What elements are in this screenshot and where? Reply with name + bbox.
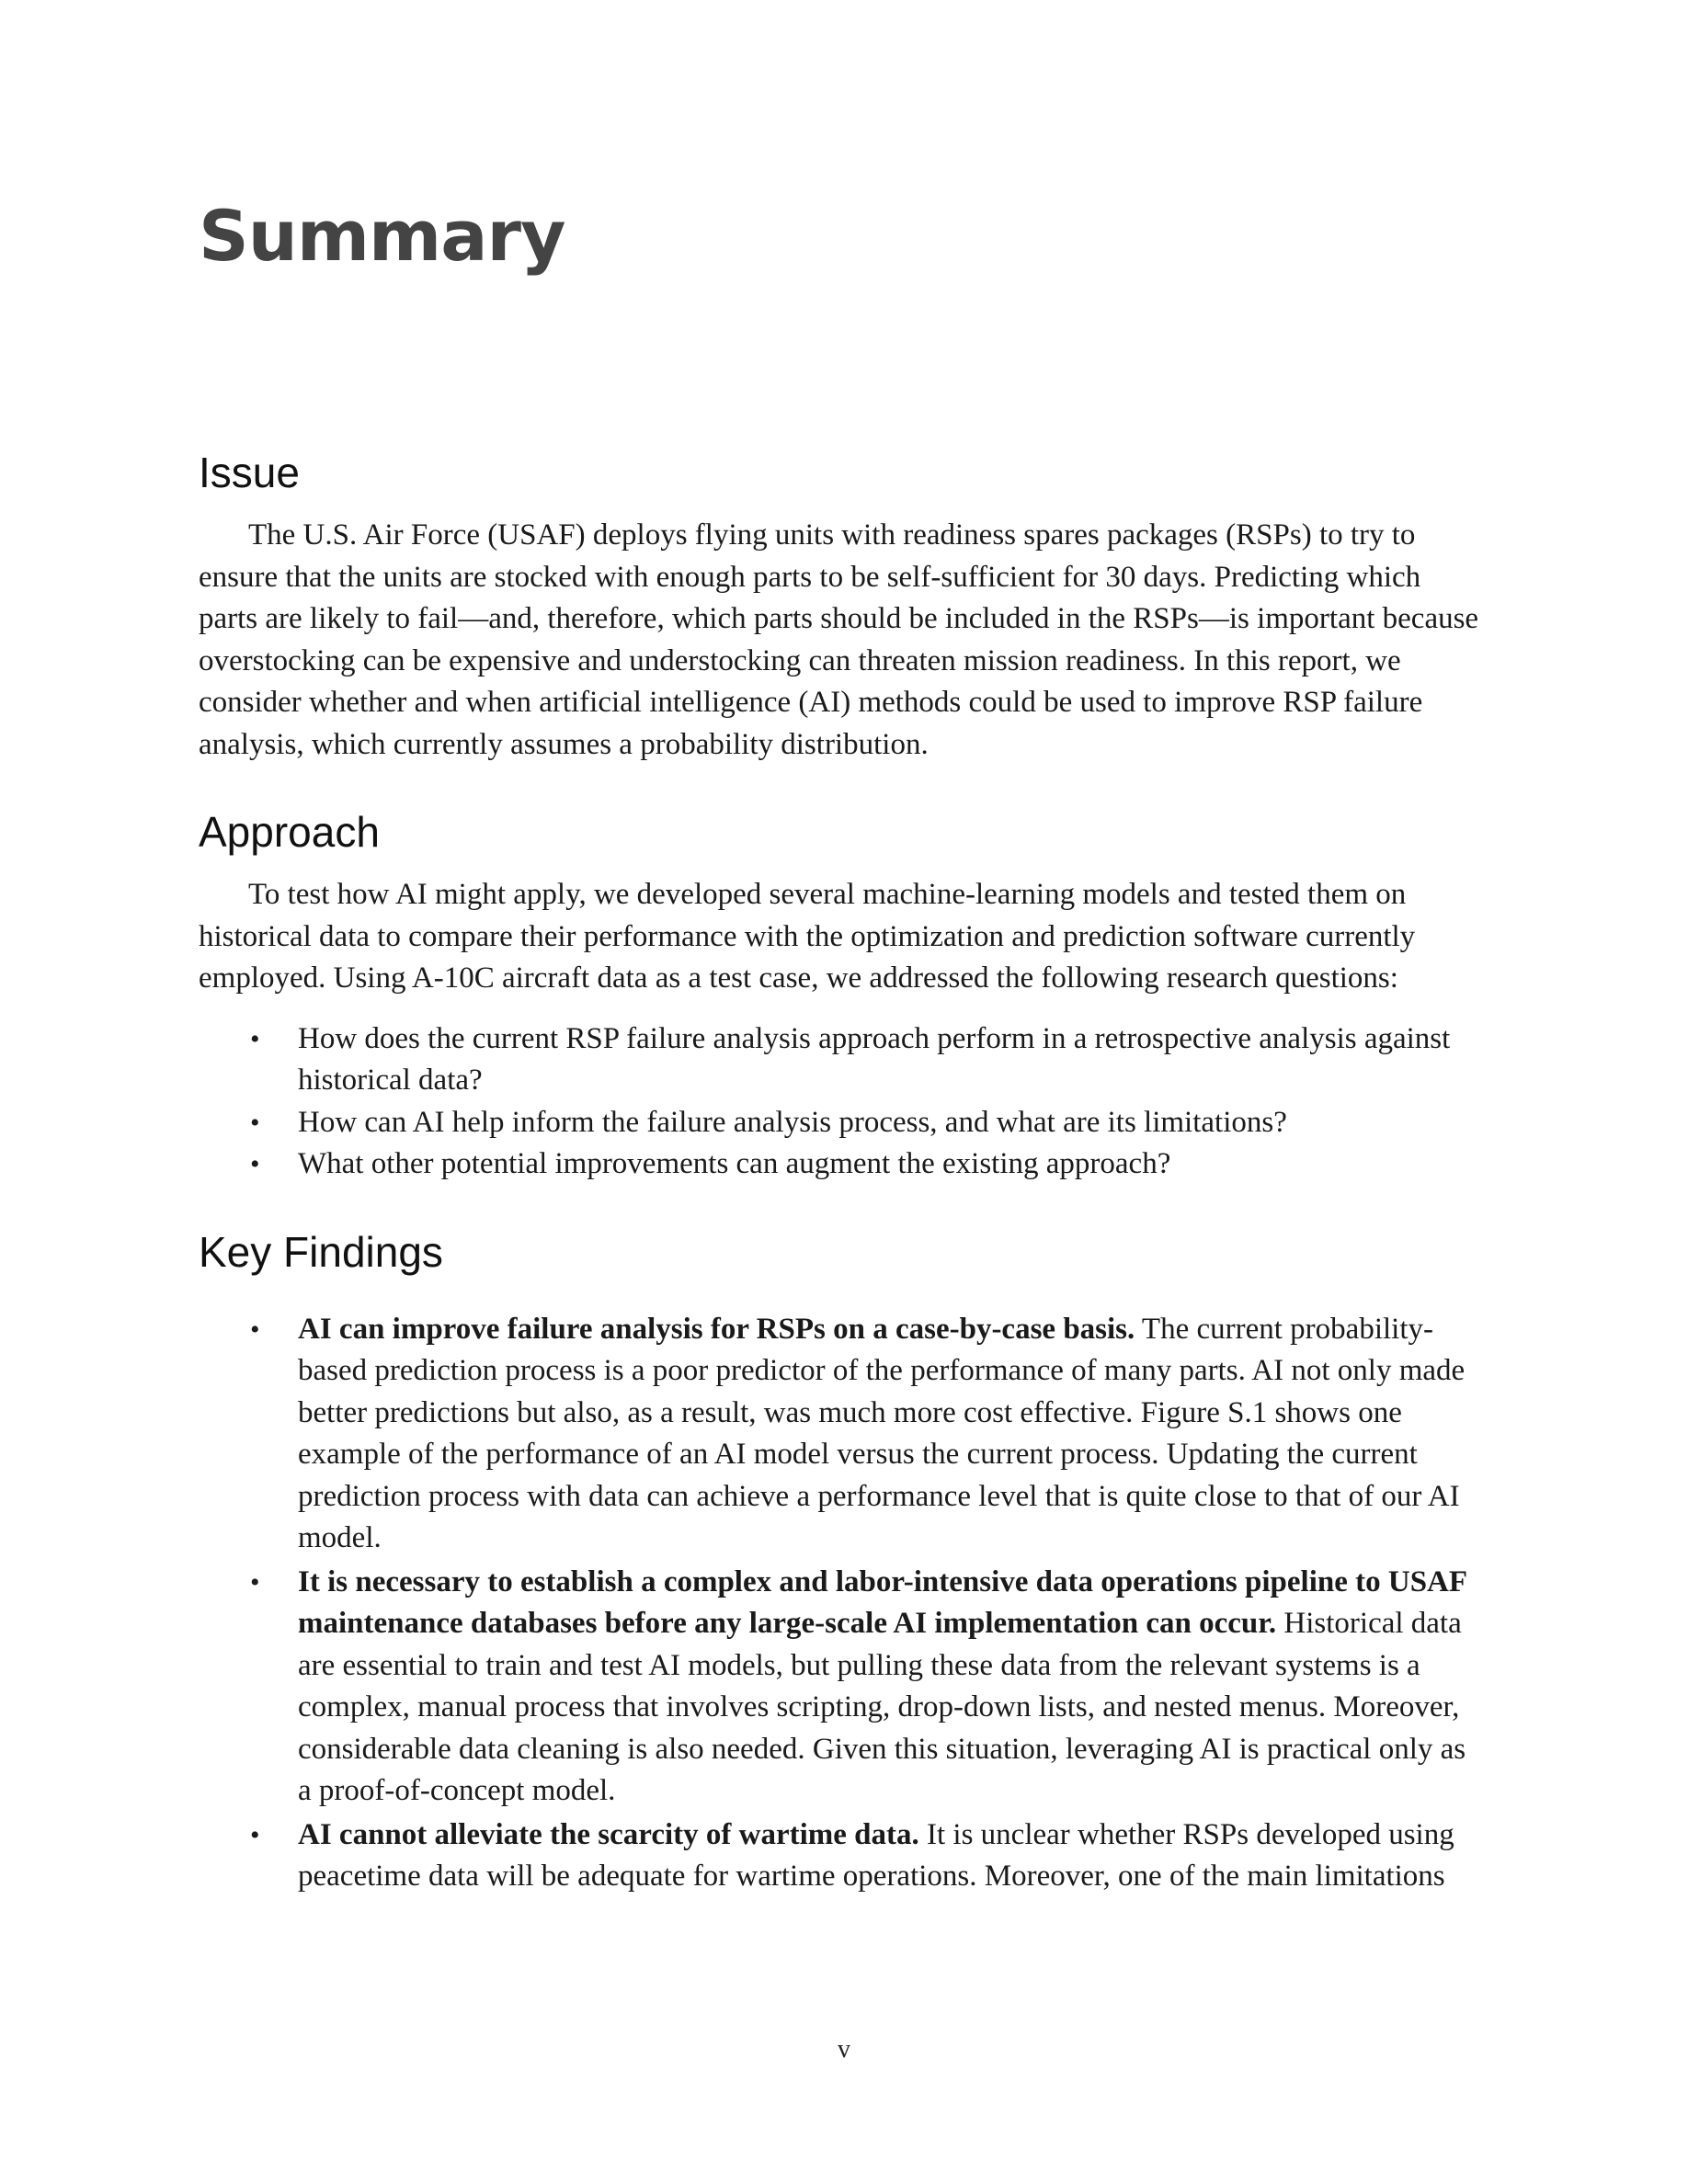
key-finding-item	[199, 1562, 1486, 1813]
research-question-text: What other potential improvements can augment the existing approach?	[298, 1147, 1171, 1180]
research-question-text: How does the current RSP failure analysis approach perform in a retrospective analysis against historical data?	[298, 1021, 1451, 1097]
bullet-icon: •	[250, 1149, 260, 1179]
document-page	[199, 0, 1486, 2184]
bullet-icon: •	[250, 1107, 260, 1138]
key-findings-heading: Key Findings	[199, 1227, 443, 1276]
research-questions-list	[199, 1018, 1486, 1186]
research-question-item	[199, 1143, 1486, 1186]
page-title: Summary	[199, 195, 565, 277]
key-finding-text: The current probability-based prediction process is a poor predictor of the performance of many parts. AI not only made better predictions but also, as a result, was much more cost effective. Figure S.1 shows one example of the performance of an AI model versus the current process. Updating the current prediction process with data can achieve a performance level that is quite close to that of our AI model.	[298, 1312, 1466, 1554]
research-question-item	[199, 1102, 1486, 1144]
key-finding-text: It is unclear whether RSPs developed using peacetime data will be adequate for wartime operations. Moreover, one of the main limitations	[298, 1817, 1454, 1893]
bullet-icon: •	[250, 1023, 260, 1054]
bullet-icon: •	[250, 1819, 260, 1850]
key-finding-item	[199, 1814, 1486, 1898]
key-finding-lead: It is necessary to establish a complex and labor-intensive data operations pipeline to USAF maintenance databases before any large-scale AI implementation can occur.	[298, 1564, 1466, 1640]
research-question-text: How can AI help inform the failure analysis process, and what are its limitations?	[298, 1105, 1287, 1139]
research-question-item	[199, 1018, 1486, 1102]
bullet-icon: •	[250, 1314, 260, 1345]
issue-heading: Issue	[199, 449, 300, 496]
bullet-icon: •	[250, 1566, 260, 1598]
key-finding-item	[199, 1309, 1486, 1560]
key-finding-text: Historical data are essential to train and test AI models, but pulling these data from the relevant systems is a complex, manual process that involves scripting, drop-down lists, and nested menus. Moreover, considerable data cleaning is also needed. Given this situation, leveraging AI is practical only as a proof-of-concept model.	[298, 1607, 1466, 1807]
approach-paragraph: To test how AI might apply, we developed several machine-learning models and tested them on historical data to compare their performance with the optimization and prediction software currently employed. Using A-10C aircraft data as a test case, we addressed the following research questions:	[199, 878, 1416, 995]
key-findings-list	[199, 1309, 1486, 1898]
approach-heading: Approach	[199, 808, 380, 856]
issue-paragraph: The U.S. Air Force (USAF) deploys flying units with readiness spares packages (RSPs) to try to ensure that the units are stocked with enough parts to be self-sufficient for 30 days. Predicting which parts are likely to fail—and, therefore, which parts should be included in the RSPs—is important because overstocking can be expensive and understocking can threaten mission readiness. In this report, we consider whether and when artificial intelligence (AI) methods could be used to improve RSP failure analysis, which currently assumes a probability distribution.	[199, 518, 1479, 761]
summary-content	[199, 447, 1486, 1900]
key-finding-lead: AI can improve failure analysis for RSPs on a case-by-case basis.	[298, 1312, 1135, 1346]
page-number: v	[838, 2035, 850, 2064]
key-finding-lead: AI cannot alleviate the scarcity of wartime data.	[298, 1817, 919, 1851]
